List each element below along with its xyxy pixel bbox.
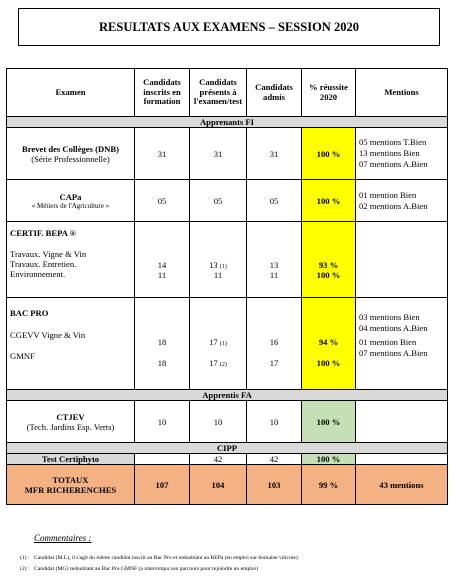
brevet-presents: 31 (190, 128, 247, 180)
bacpro-mentions (356, 298, 448, 390)
table-row-bepa (7, 222, 448, 298)
capa-reussite: 100 % (302, 180, 356, 222)
bacpro-name: BAC PRO (10, 308, 49, 318)
bacpro-presents2: 17 (209, 358, 218, 368)
table-row-certiphyto (7, 454, 448, 465)
certiphyto-admis: 42 (247, 454, 302, 465)
ctjev-name: CTJEV (56, 411, 85, 422)
bacpro-inscrits1: 18 (157, 337, 167, 347)
ctjev-admis: 10 (247, 401, 302, 443)
table-row-capa (7, 180, 448, 222)
mention-line: 04 mentions A.Bien (359, 322, 428, 333)
header-examen: Examen (7, 69, 135, 117)
comments-heading: Commentaires : (34, 533, 92, 543)
bacpro-presents1-note: (1) (219, 341, 227, 347)
footnote-2 (20, 566, 450, 573)
brevet-name: Brevet des Collèges (DNB) (22, 143, 119, 154)
footnote-2-text: Candidat (MG) redoublant au Bac Pro GMNF (a interrompu son parcours pour rejoindre un emploi) (34, 566, 259, 573)
header-admis: Candidats admis (247, 69, 302, 117)
mention-line: 02 mentions A.Bien (359, 200, 428, 211)
bacpro-admis1: 16 (269, 337, 279, 347)
capa-name: CAPa (59, 191, 82, 202)
bacpro-presents2-note: (2) (219, 362, 227, 368)
bacpro-line1: CGEVV Vigne & Vin (10, 330, 86, 340)
brevet-mentions (356, 128, 448, 180)
certiphyto-mentions (356, 454, 448, 465)
table-row-totaux (7, 465, 448, 505)
brevet-reussite: 100 % (302, 128, 356, 180)
certiphyto-inscrits (135, 454, 190, 465)
header-reussite: % réussite 2020 (302, 69, 356, 117)
bepa-reussite1: 93 % (318, 259, 339, 270)
header-presents: Candidats présents à l'examen/test (190, 69, 247, 117)
header-inscrits: Candidats inscrits en formation (135, 69, 190, 117)
mention-line: 07 mentions A.Bien (359, 158, 428, 169)
certiphyto-reussite: 100 % (302, 454, 356, 465)
table-row-bacpro (7, 298, 448, 390)
table-row-ctjev (7, 401, 448, 443)
footnote-1-number: (1) : (20, 555, 30, 561)
bepa-inscrits1: 14 (157, 259, 167, 270)
mention-line: 05 mentions T.Bien (359, 137, 427, 148)
totaux-reussite: 99 % (302, 465, 356, 505)
bepa-line1: Travaux. Vigne & Vin (10, 249, 87, 259)
header-mentions: Mentions (356, 69, 448, 117)
bacpro-inscrits2: 18 (157, 358, 167, 368)
bacpro-admis2: 17 (269, 358, 279, 368)
capa-admis: 05 (247, 180, 302, 222)
bepa-admis2: 11 (269, 269, 279, 280)
bepa-reussite2: 100 % (316, 269, 341, 280)
footnote-2-number: (2) : (20, 566, 30, 573)
mention-line: 07 mentions A.Bien (359, 348, 428, 359)
brevet-sub: (Série Professionnelle) (31, 153, 110, 164)
certiphyto-presents: 42 (190, 454, 247, 465)
totaux-presents: 104 (190, 465, 247, 505)
bepa-line2: Travaux. Entretien. Environnement. (10, 259, 77, 279)
footnote-1 (20, 555, 450, 562)
mention-line: 03 mentions Bien (359, 312, 420, 322)
bepa-mentions (356, 222, 448, 298)
capa-sub: « Métiers de l'Agriculture » (31, 201, 110, 210)
totaux-inscrits: 107 (135, 465, 190, 505)
bacpro-line2: GMNF (10, 351, 35, 361)
ctjev-presents: 10 (190, 401, 247, 443)
bacpro-presents1: 17 (209, 337, 218, 347)
mention-line: 01 mention Bien (359, 337, 417, 348)
bepa-inscrits2: 11 (157, 269, 167, 280)
bepa-presents1: 13 (209, 259, 218, 270)
bepa-admis1: 13 (269, 259, 279, 270)
brevet-admis: 31 (247, 128, 302, 180)
ctjev-mentions (356, 401, 448, 443)
ctjev-sub: (Tech. Jardins Esp. Verts) (26, 421, 115, 432)
ctjev-inscrits: 10 (135, 401, 190, 443)
totaux-admis: 103 (247, 465, 302, 505)
bacpro-reussite1: 94 % (318, 337, 339, 347)
mention-line: 13 mentions Bien (359, 148, 420, 159)
certiphyto-name: Test Certiphyto (7, 454, 135, 465)
title-text: RESULTATS AUX EXAMENS – SESSION 2020 (99, 19, 359, 34)
page-title (18, 8, 440, 46)
comments (20, 533, 450, 574)
mention-line: 01 mention Bien (359, 189, 417, 200)
header-row (7, 69, 448, 117)
bepa-name: CERTIF. BEPA ® (10, 228, 77, 238)
section-fi: Apprenants FI (7, 117, 448, 128)
ctjev-reussite: 100 % (302, 401, 356, 443)
bacpro-reussite2: 100 % (316, 358, 341, 368)
totaux-mentions: 43 mentions (356, 465, 448, 505)
results-table (6, 68, 448, 505)
section-fa: Apprentis FA (7, 390, 448, 401)
capa-presents: 05 (190, 180, 247, 222)
capa-inscrits: 05 (135, 180, 190, 222)
footnote-1-text: Candidat (M.L), il s'agit du même candidat inscrit au Bac Pro et redoublant au BEPa (en emploi sur domaine viticole). (34, 555, 300, 561)
table-row-brevet (7, 128, 448, 180)
capa-mentions (356, 180, 448, 222)
section-cipp: CIPP (7, 443, 448, 454)
bepa-presents1-note: (1) (219, 263, 227, 270)
brevet-inscrits: 31 (135, 128, 190, 180)
bepa-presents2: 11 (213, 269, 223, 280)
totaux-name2: MFR RICHERENCHES (24, 484, 117, 495)
totaux-name1: TOTAUX (52, 474, 89, 485)
